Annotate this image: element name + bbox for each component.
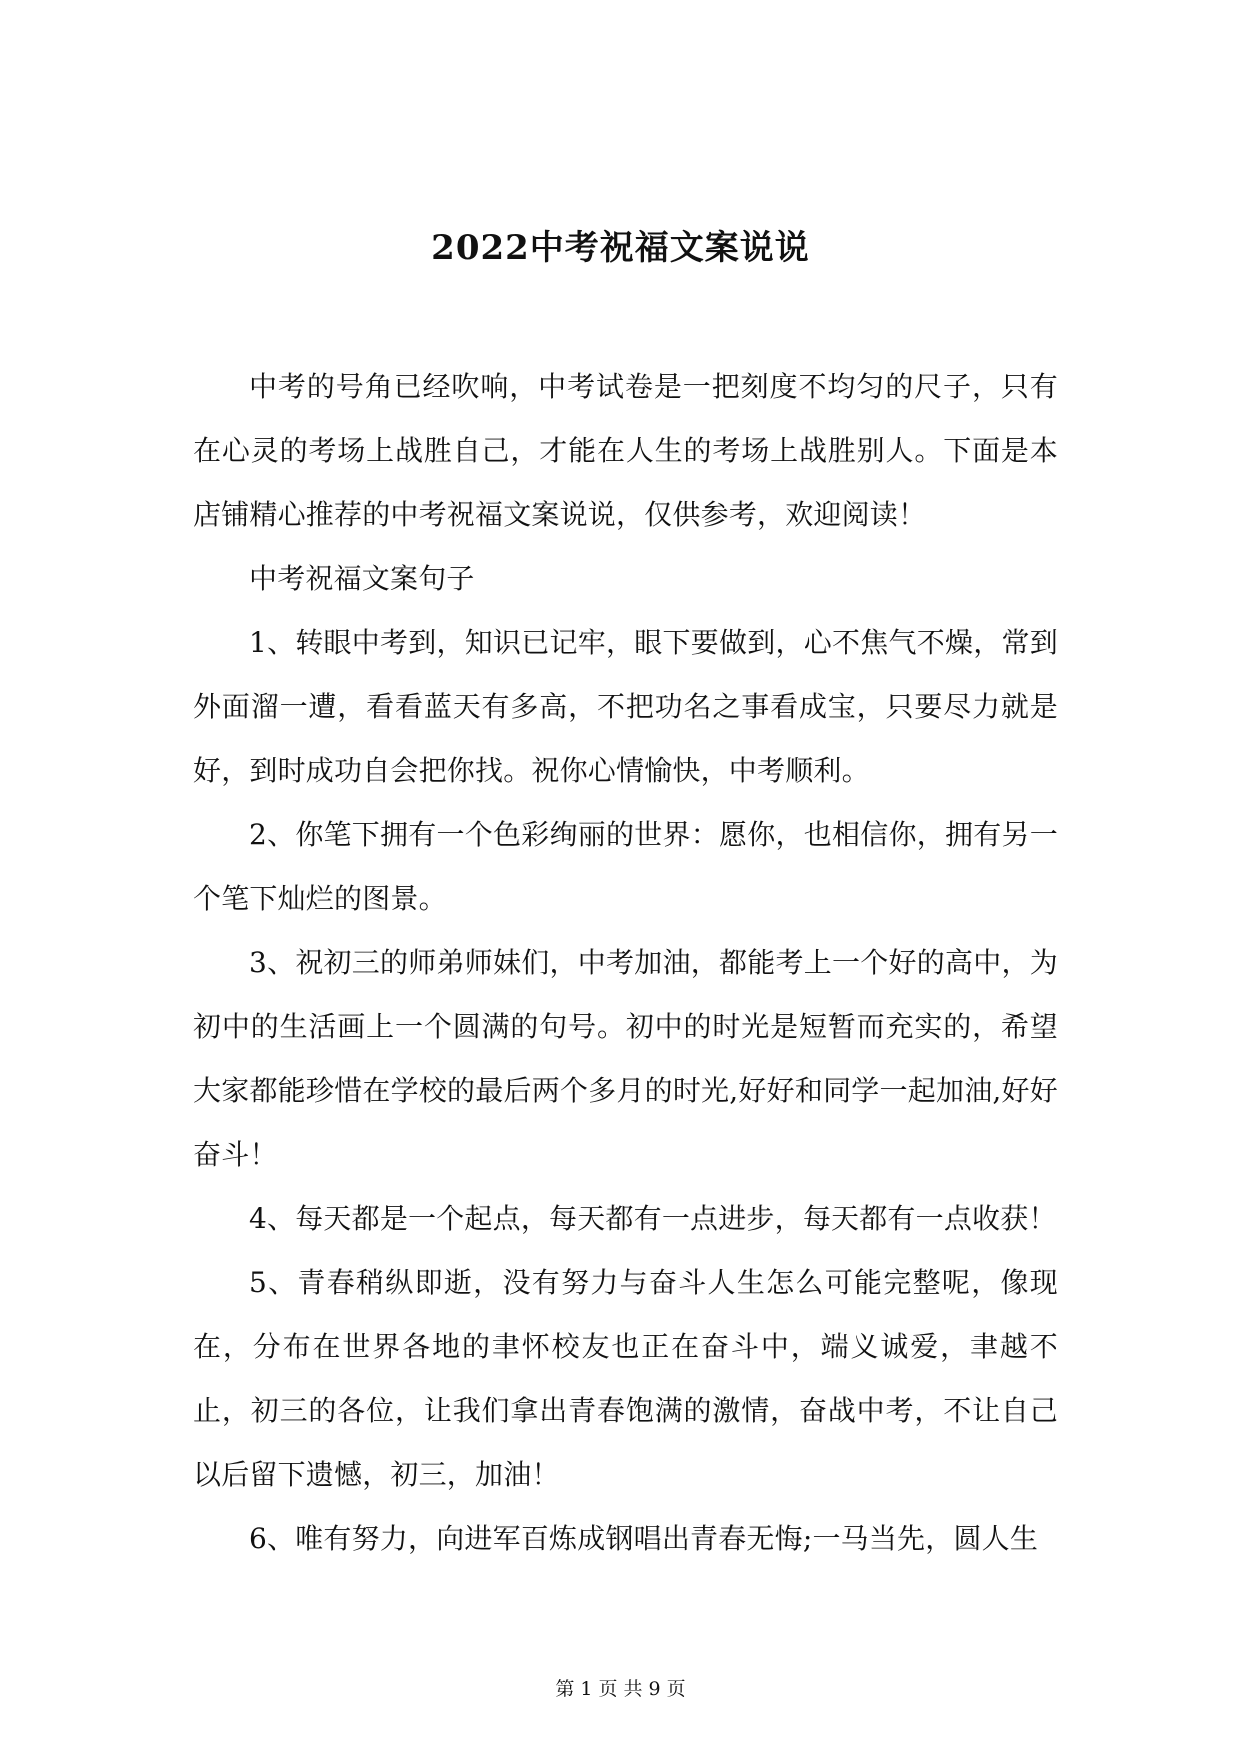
list-item: 4、每天都是一个起点，每天都有一点进步，每天都有一点收获！ [249, 1202, 1057, 1235]
list-item: 2、你笔下拥有一个色彩绚丽的世界：愿你，也相信你，拥有另一个笔下灿烂的图景。 [193, 818, 1058, 915]
document-title: 2022中考祝福文案说说 [431, 228, 810, 268]
page-footer [0, 1676, 1241, 1702]
footer-suffix: 页 [666, 1678, 686, 1700]
list-item: 3、祝初三的师弟师妹们，中考加油，都能考上一个好的高中，为初中的生活画上一个圆满的句号。初中的时光是短暂而充实的，希望大家都能珍惜在学校的最后两个多月的时光,好好和同学一起加油,好好奋斗！ [193, 946, 1058, 1171]
footer-total-pages: 9 [648, 1678, 661, 1700]
list-item: 1、转眼中考到，知识已记牢，眼下要做到，心不焦气不燥，常到外面溜一遭，看看蓝天有多高，不把功名之事看成宝，只要尽力就是好，到时成功自会把你找。祝你心情愉快，中考顺利。 [193, 626, 1058, 787]
footer-middle: 页 共 [598, 1678, 643, 1700]
list-item: 5、青春稍纵即逝，没有努力与奋斗人生怎么可能完整呢，像现在，分布在世界各地的聿怀校友也正在奋斗中，端义诚爱，聿越不止，初三的各位，让我们拿出青春饱满的激情，奋战中考，不让自己以后留下遗憾，初三，加油！ [193, 1266, 1058, 1491]
section-heading: 中考祝福文案句子 [249, 562, 475, 595]
intro-paragraph: 中考的号角已经吹响，中考试卷是一把刻度不均匀的尺子，只有在心灵的考场上战胜自己，才能在人生的考场上战胜别人。下面是本店铺精心推荐的中考祝福文案说说，仅供参考，欢迎阅读！ [193, 370, 1058, 531]
list-item: 6、唯有努力，向进军百炼成钢唱出青春无悔;一马当先，圆人生 [249, 1522, 1039, 1555]
footer-prefix: 第 [555, 1678, 575, 1700]
footer-current-page: 1 [580, 1678, 593, 1700]
document-body [193, 355, 1058, 1571]
